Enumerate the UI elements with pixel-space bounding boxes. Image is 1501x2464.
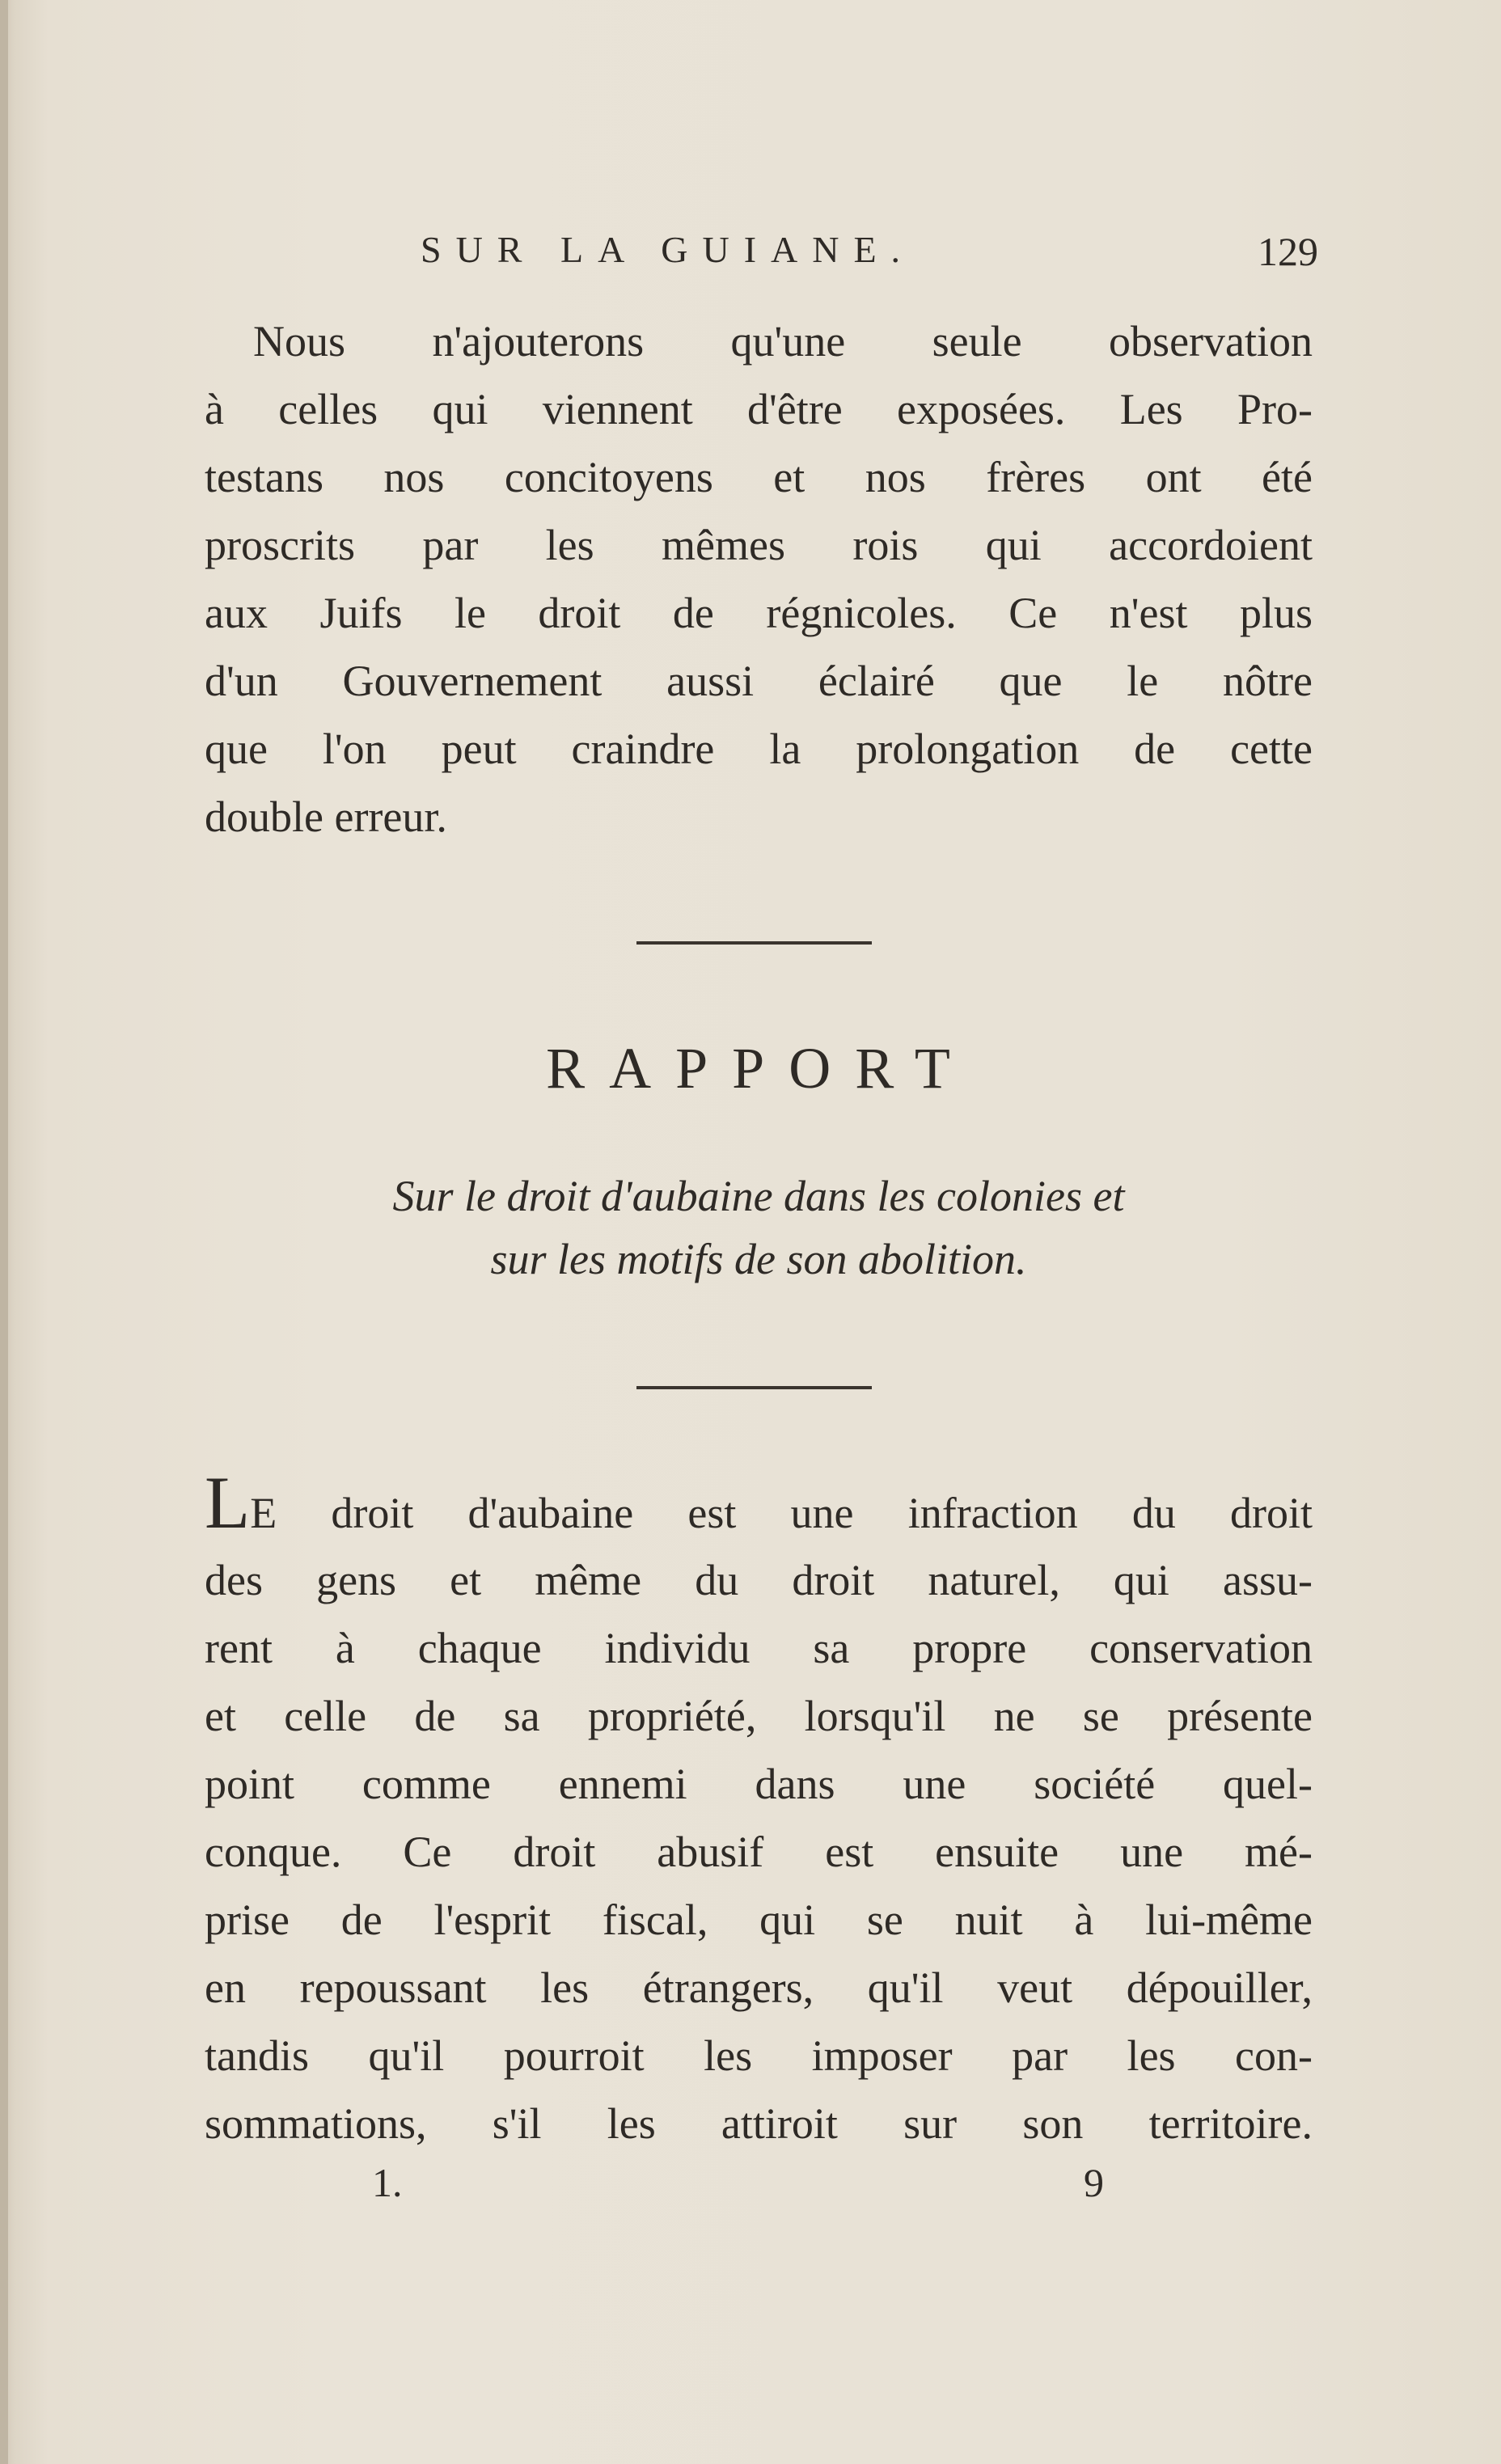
- text-line: rent à chaque individu sa propre conservation: [205, 1624, 1313, 1672]
- text-line: d'un Gouvernement aussi éclairé que le nôtre: [205, 657, 1313, 705]
- book-gutter-edge: [0, 0, 8, 2464]
- running-title: SUR LA GUIANE.: [421, 229, 915, 270]
- section-title: RAPPORT: [546, 1036, 975, 1101]
- text-line: et celle de sa propriété, lorsqu'il ne se présente: [205, 1692, 1313, 1740]
- text-line: prise de l'esprit fiscal, qui se nuit à lui-même: [205, 1896, 1313, 1944]
- text-line: double erreur.: [205, 792, 447, 841]
- text-line: point comme ennemi dans une société quel-: [205, 1760, 1313, 1808]
- text-line: sommations, s'il les attiroit sur son territoire.: [205, 2099, 1313, 2148]
- text-line: que l'on peut craindre la prolongation de cette: [205, 725, 1313, 773]
- text-line: aux Juifs le droit de régnicoles. Ce n'est plus: [205, 589, 1313, 637]
- text-line: testans nos concitoyens et nos frères ont été: [205, 453, 1313, 501]
- divider-rule: [636, 941, 872, 945]
- divider-rule: [636, 1386, 872, 1389]
- text-line: [205, 1461, 1313, 1546]
- text-line: proscrits par les mêmes rois qui accordoient: [205, 521, 1313, 569]
- text-line: Nous n'ajouterons qu'une seule observation: [253, 317, 1313, 366]
- signature-number: 1.: [372, 2160, 403, 2205]
- text-line: conque. Ce droit abusif est ensuite une mé-: [205, 1828, 1313, 1876]
- text-line: des gens et même du droit naturel, qui assu-: [205, 1556, 1313, 1604]
- section-subtitle-line: sur les motifs de son abolition.: [490, 1235, 1027, 1283]
- signature-mark: 9: [1084, 2160, 1104, 2205]
- drop-cap: L: [205, 1461, 251, 1544]
- text-line: tandis qu'il pourroit les imposer par les con-: [205, 2031, 1313, 2080]
- section-subtitle-line: Sur le droit d'aubaine dans les colonies et: [392, 1172, 1125, 1220]
- text-line: en repoussant les étrangers, qu'il veut dépouiller,: [205, 1963, 1313, 2012]
- page-header: [421, 228, 1318, 285]
- text-line: à celles qui viennent d'être exposées. Les Pro-: [205, 385, 1313, 433]
- first-line-rest: E droit d'aubaine est une infraction du droit: [250, 1489, 1313, 1537]
- page-number: 129: [1258, 229, 1318, 274]
